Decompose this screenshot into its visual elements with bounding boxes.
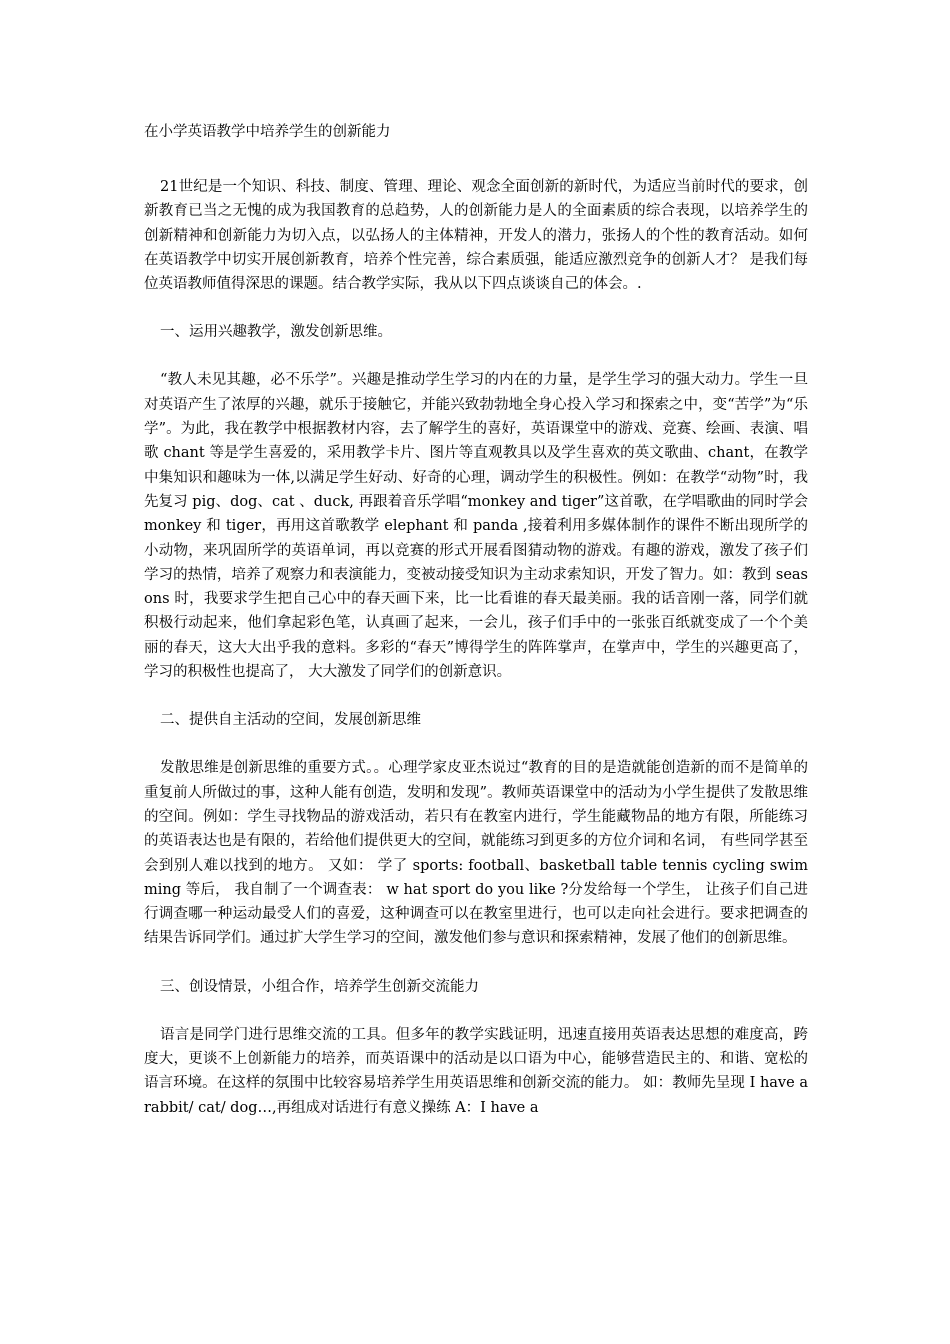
section-3-paragraph: 语言是同学门进行思维交流的工具。但多年的教学实践证明，迅速直接用英语表达思想的难度高，跨度大，更谈不上创新能力的培养，而英语课中的活动是以口语为中心，能够营造民主的、和谐、宽松的语言环境。在这样的氛围中比较容易培养学生用英语思维和创新交流的能力。 如：教师先呈现 I have a rabbit/ cat/ dog…,再组成对话进行有意义操练 A：I have a — [144, 1026, 808, 1116]
section-2-paragraph: 发散思维是创新思维的重要方式。。心理学家皮亚杰说过“教育的目的是造就能创造新的而不是简单的重复前人所做过的事，这种人能有创造，发明和发现”。教师英语课堂中的活动为小学生提供了发散思维的空间。例如：学生寻找物品的游戏活动，若只有在教室内进行，学生能藏物品的地方有限，所能练习的英语表达也是有限的，若给他们提供更大的空间，就能练习到更多的方位介词和名词， 有些同学甚至会到别人难以找到的地方。 又如： 学了 sports: football、basketball table tennis cycling swimming 等后， 我自制了一个调查表： w hat sport do you like ?分发给每一个学生， 让孩子们自己进行调查哪一种运动最受人们的喜爱，这种调查可以在教室里进行，也可以走向社会进行。要求把调查的结果告诉同学们。通过扩大学生学习的空间，激发他们参与意识和探索精神，发展了他们的创新思维。 — [144, 760, 808, 947]
document-page — [144, 120, 808, 1144]
section-1-heading: 一、运用兴趣教学，激发创新思维。 — [160, 324, 392, 341]
section-1-paragraph: “教人未见其趣，必不乐学”。兴趣是推动学生学习的内在的力量，是学生学习的强大动力。学生一旦对英语产生了浓厚的兴趣，就乐于接触它，并能兴致勃勃地全身心投入学习和探索之中，变“苦学”为“乐学”。为此，我在教学中根据教材内容，去了解学生的喜好，英语课堂中的游戏、竞赛、绘画、表演、唱歌 chant 等是学生喜爱的，采用教学卡片、图片等直观教具以及学生喜欢的英文歌曲、chant，在教学中集知识和趣味为一体,以满足学生好动、好奇的心理，调动学生的积极性。例如：在教学“动物”时，我先复习 pig、dog、cat 、duck, 再跟着音乐学唱“monkey and tiger”这首歌，在学唱歌曲的同时学会 monkey 和 tiger，再用这首歌教学 elephant 和 panda ,接着利用多媒体制作的课件不断出现所学的小动物，来巩固所学的英语单词，再以竞赛的形式开展看图猜动物的游戏。有趣的游戏，激发了孩子们学习的热情，培养了观察力和表演能力，变被动接受知识为主动求索知识，开发了智力。如：教到 seasons 时，我要求学生把自己心中的春天画下来，比一比看谁的春天最美丽。我的话音刚一落，同学们就积极行动起来，他们拿起彩色笔，认真画了起来，一会儿，孩子们手中的一张张百纸就变成了一个个美丽的春天，这大大出乎我的意料。多彩的“春天”博得学生的阵阵掌声，在掌声中，学生的兴趣更高了，学习的积极性也提高了， 大大激发了同学们的创新意识。 — [144, 372, 808, 681]
intro-paragraph: 21世纪是一个知识、科技、制度、管理、理论、观念全面创新的新时代，为适应当前时代的要求，创新教育已当之无愧的成为我国教育的总趋势，人的创新能力是人的全面素质的综合表现，以培养学生的创新精神和创新能力为切入点，以弘扬人的主体精神，开发人的潜力，张扬人的个性的教育活动。如何在英语教学中切实开展创新教育，培养个性完善，综合素质强，能适应激烈竞争的创新人才？ 是我们每位英语教师值得深思的课题。结合教学实际，我从以下四点谈谈自己的体会。. — [144, 179, 808, 293]
section-2-heading: 二、提供自主活动的空间，发展创新思维 — [160, 712, 421, 729]
document-title: 在小学英语教学中培养学生的创新能力 — [144, 124, 391, 140]
section-3-heading: 三、创设情景，小组合作，培养学生创新交流能力 — [160, 978, 479, 995]
